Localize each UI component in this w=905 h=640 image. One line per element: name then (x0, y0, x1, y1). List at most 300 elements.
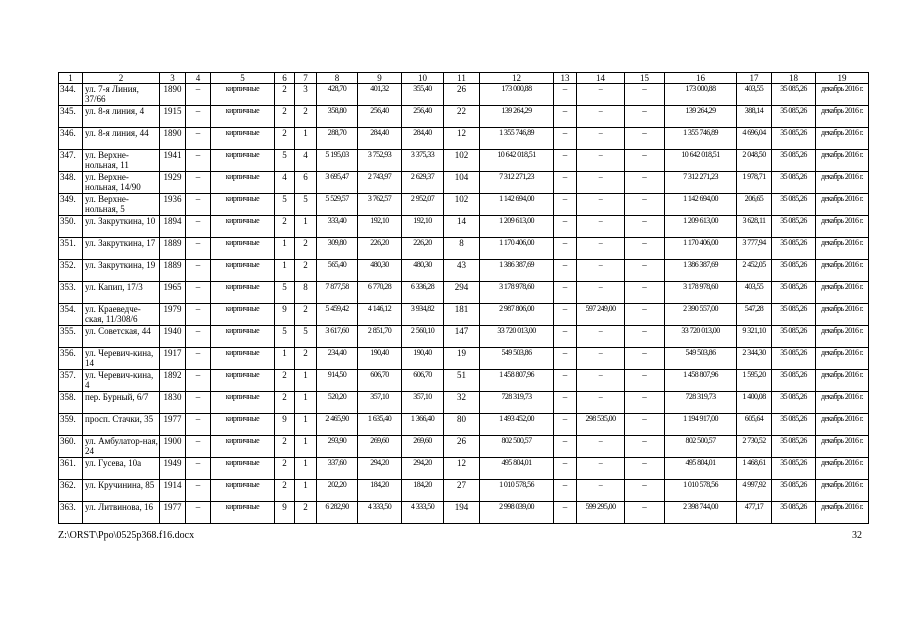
address-cell: ул. Амбулатор-ная, 24 (83, 436, 160, 458)
table-cell: 495 804,01 (480, 458, 554, 480)
table-cell: 1890 (160, 128, 186, 150)
table-row (59, 304, 869, 326)
table-cell: 26 (444, 84, 480, 106)
table-cell: 1 386 387,69 (480, 260, 554, 282)
table-cell: 4 333,50 (402, 502, 444, 524)
table-cell: 32 (444, 392, 480, 414)
table-cell: 4 (295, 150, 317, 172)
document-page (58, 72, 870, 541)
table-cell: 35 085,26 (772, 128, 816, 150)
table-cell: 35 085,26 (772, 392, 816, 414)
address-cell: ул. Гусева, 10а (83, 458, 160, 480)
table-cell: кирпичные (211, 260, 275, 282)
table-cell: 2 743,97 (358, 172, 402, 194)
table-cell: 2 (295, 348, 317, 370)
table-cell: 1977 (160, 502, 186, 524)
table-cell: 192,10 (402, 216, 444, 238)
table-cell: 1936 (160, 194, 186, 216)
table-cell: декабрь 2016 г. (816, 370, 869, 392)
table-cell: – (577, 326, 625, 348)
table-cell: 2 344,30 (737, 348, 772, 370)
table-cell: 6 (295, 172, 317, 194)
table-cell: декабрь 2016 г. (816, 502, 869, 524)
address-cell: ул. Верхне-нольная, 5 (83, 194, 160, 216)
table-cell: 351. (59, 238, 83, 260)
table-cell: – (577, 370, 625, 392)
table-cell: 1 (295, 458, 317, 480)
table-cell: – (186, 414, 211, 436)
table-cell: – (554, 260, 577, 282)
table-cell: 480,30 (358, 260, 402, 282)
table-cell: – (186, 304, 211, 326)
table-cell: 35 085,26 (772, 260, 816, 282)
table-cell: 293,90 (317, 436, 358, 458)
table-cell: – (577, 106, 625, 128)
table-cell: 1894 (160, 216, 186, 238)
table-cell: 2 390 557,00 (665, 304, 737, 326)
table-cell: 1 (295, 392, 317, 414)
address-cell: ул. Литвинова, 16 (83, 502, 160, 524)
table-cell: 520,20 (317, 392, 358, 414)
table-cell: кирпичные (211, 84, 275, 106)
table-cell: – (554, 370, 577, 392)
table-row (59, 436, 869, 458)
table-cell: кирпичные (211, 304, 275, 326)
table-cell: – (186, 106, 211, 128)
table-cell: 9 (275, 304, 295, 326)
table-cell: 2 398 744,00 (665, 502, 737, 524)
table-cell: – (554, 172, 577, 194)
table-cell: – (554, 194, 577, 216)
table-cell: – (554, 282, 577, 304)
table-cell: – (186, 282, 211, 304)
table-cell: 1 978,71 (737, 172, 772, 194)
table-cell: – (186, 238, 211, 260)
table-cell: кирпичные (211, 348, 275, 370)
column-header: 13 (554, 73, 577, 84)
table-cell: декабрь 2016 г. (816, 84, 869, 106)
table-cell: декабрь 2016 г. (816, 414, 869, 436)
table-cell: 547,28 (737, 304, 772, 326)
table-cell: 1 142 694,00 (480, 194, 554, 216)
table-cell: 2 (275, 84, 295, 106)
table-cell: 14 (444, 216, 480, 238)
table-cell: 2 (275, 106, 295, 128)
table-cell: 35 085,26 (772, 172, 816, 194)
table-cell: 1892 (160, 370, 186, 392)
table-cell: 35 085,26 (772, 150, 816, 172)
table-cell: – (625, 216, 665, 238)
table-cell: 3 178 978,60 (480, 282, 554, 304)
table-cell: 5 459,42 (317, 304, 358, 326)
table-cell: декабрь 2016 г. (816, 172, 869, 194)
table-cell: 2 560,10 (402, 326, 444, 348)
table-cell: 35 085,26 (772, 458, 816, 480)
table-cell: 12 (444, 128, 480, 150)
table-cell: 9 (275, 414, 295, 436)
table-cell: – (625, 458, 665, 480)
table-cell: 3 934,82 (402, 304, 444, 326)
table-row (59, 238, 869, 260)
table-cell: 1 142 694,00 (665, 194, 737, 216)
table-cell: – (554, 238, 577, 260)
table-cell: 1929 (160, 172, 186, 194)
table-cell: – (186, 392, 211, 414)
table-cell: декабрь 2016 г. (816, 282, 869, 304)
table-cell: 1 (275, 260, 295, 282)
table-cell: декабрь 2016 г. (816, 128, 869, 150)
table-cell: 35 085,26 (772, 502, 816, 524)
table-cell: 5 (275, 326, 295, 348)
table-cell: 1 (295, 128, 317, 150)
table-cell: – (577, 128, 625, 150)
table-cell: 102 (444, 194, 480, 216)
table-row (59, 128, 869, 150)
address-cell: ул. 8-я линия, 44 (83, 128, 160, 150)
table-cell: – (625, 436, 665, 458)
table-cell: – (625, 282, 665, 304)
table-cell: 1 493 452,00 (480, 414, 554, 436)
table-cell: 35 085,26 (772, 194, 816, 216)
table-cell: – (554, 84, 577, 106)
table-cell: 1 (295, 216, 317, 238)
table-cell: – (625, 260, 665, 282)
table-cell: 2 (275, 128, 295, 150)
column-header: 9 (358, 73, 402, 84)
table-cell: 914,50 (317, 370, 358, 392)
table-cell: декабрь 2016 г. (816, 326, 869, 348)
address-cell: ул. 7-я Линия, 37/66 (83, 84, 160, 106)
table-cell: 1914 (160, 480, 186, 502)
table-cell: 35 085,26 (772, 414, 816, 436)
address-cell: ул. Капип, 17/3 (83, 282, 160, 304)
table-cell: 139 264,29 (665, 106, 737, 128)
table-cell: 1965 (160, 282, 186, 304)
table-cell: 1 010 578,56 (480, 480, 554, 502)
table-cell: – (577, 260, 625, 282)
table-cell: 5 (275, 194, 295, 216)
table-cell: 35 085,26 (772, 304, 816, 326)
table-cell: 477,17 (737, 502, 772, 524)
table-cell: 2 (295, 106, 317, 128)
table-row (59, 348, 869, 370)
table-cell: – (625, 502, 665, 524)
table-cell: 5 (275, 282, 295, 304)
table-cell: 27 (444, 480, 480, 502)
table-cell: 10 642 018,51 (665, 150, 737, 172)
table-cell: 2 452,05 (737, 260, 772, 282)
table-cell: кирпичные (211, 106, 275, 128)
table-cell: 347. (59, 150, 83, 172)
table-cell: – (554, 150, 577, 172)
table-cell: 173 000,88 (480, 84, 554, 106)
table-cell: 3 695,47 (317, 172, 358, 194)
table-cell: 599 295,00 (577, 502, 625, 524)
table-cell: 1 (275, 348, 295, 370)
table-cell: 51 (444, 370, 480, 392)
table-cell: 284,40 (402, 128, 444, 150)
table-cell: 1 170 406,00 (480, 238, 554, 260)
table-cell: – (554, 480, 577, 502)
table-cell: 1889 (160, 238, 186, 260)
table-cell: 362. (59, 480, 83, 502)
table-row (59, 194, 869, 216)
table-cell: 5 (295, 194, 317, 216)
table-cell: кирпичные (211, 238, 275, 260)
table-cell: 1979 (160, 304, 186, 326)
page-number: 32 (852, 530, 862, 541)
table-cell: 349. (59, 194, 83, 216)
table-cell: 2 (275, 480, 295, 502)
table-cell: – (625, 304, 665, 326)
table-cell: 8 (295, 282, 317, 304)
table-cell: 337,60 (317, 458, 358, 480)
table-cell: 6 282,90 (317, 502, 358, 524)
table-cell: 284,40 (358, 128, 402, 150)
table-cell: – (577, 480, 625, 502)
table-cell: 360. (59, 436, 83, 458)
table-cell: декабрь 2016 г. (816, 194, 869, 216)
table-cell: 2 730,52 (737, 436, 772, 458)
table-cell: 35 085,26 (772, 480, 816, 502)
table-cell: 12 (444, 458, 480, 480)
table-cell: – (554, 348, 577, 370)
table-cell: 1 355 746,89 (480, 128, 554, 150)
table-cell: – (577, 216, 625, 238)
table-cell: – (554, 458, 577, 480)
table-cell: 7 312 271,23 (665, 172, 737, 194)
table-row (59, 216, 869, 238)
table-cell: кирпичные (211, 282, 275, 304)
table-cell: – (625, 370, 665, 392)
table-cell: – (625, 150, 665, 172)
table-cell: – (625, 238, 665, 260)
table-cell: 10 642 018,51 (480, 150, 554, 172)
table-cell: – (186, 458, 211, 480)
table-cell: – (625, 414, 665, 436)
table-cell: 35 085,26 (772, 282, 816, 304)
table-cell: 35 085,26 (772, 106, 816, 128)
table-row (59, 392, 869, 414)
table-cell: 1830 (160, 392, 186, 414)
table-cell: 2 (295, 238, 317, 260)
table-cell: 7 877,58 (317, 282, 358, 304)
table-row (59, 172, 869, 194)
table-cell: – (577, 282, 625, 304)
header-row (59, 73, 869, 84)
table-cell: – (625, 106, 665, 128)
table-cell: 147 (444, 326, 480, 348)
table-cell: – (577, 150, 625, 172)
table-cell: 480,30 (402, 260, 444, 282)
table-cell: 549 503,86 (480, 348, 554, 370)
table-cell: 139 264,29 (480, 106, 554, 128)
table-cell: 802 500,57 (665, 436, 737, 458)
table-cell: 1 635,40 (358, 414, 402, 436)
table-cell: 2 987 806,00 (480, 304, 554, 326)
table-cell: 565,40 (317, 260, 358, 282)
table-cell: – (186, 260, 211, 282)
table-cell: – (554, 216, 577, 238)
table-cell: 298 535,00 (577, 414, 625, 436)
table-cell: кирпичные (211, 392, 275, 414)
table-cell: 2 048,50 (737, 150, 772, 172)
table-cell: 348. (59, 172, 83, 194)
table-cell: 5 (295, 326, 317, 348)
table-cell: 357,10 (402, 392, 444, 414)
table-cell: декабрь 2016 г. (816, 106, 869, 128)
table-cell: 190,40 (402, 348, 444, 370)
table-cell: кирпичные (211, 414, 275, 436)
table-cell: 288,70 (317, 128, 358, 150)
table-cell: 256,40 (358, 106, 402, 128)
table-cell: – (577, 348, 625, 370)
table-cell: 1 (275, 238, 295, 260)
table-cell: 728 319,73 (665, 392, 737, 414)
address-cell: пер. Бурный, 6/7 (83, 392, 160, 414)
table-cell: 1 355 746,89 (665, 128, 737, 150)
table-cell: кирпичные (211, 326, 275, 348)
table-cell: 2 (275, 216, 295, 238)
table-cell: 1915 (160, 106, 186, 128)
table-cell: 403,55 (737, 84, 772, 106)
table-cell: – (625, 128, 665, 150)
table-cell: 1949 (160, 458, 186, 480)
table-cell: 256,40 (402, 106, 444, 128)
table-cell: 359. (59, 414, 83, 436)
table-cell: 1 386 387,69 (665, 260, 737, 282)
table-cell: 1 209 613,00 (665, 216, 737, 238)
table-cell: 190,40 (358, 348, 402, 370)
table-cell: 388,14 (737, 106, 772, 128)
table-cell: – (577, 194, 625, 216)
table-cell: – (186, 326, 211, 348)
table-cell: – (186, 150, 211, 172)
table-cell: 4 997,92 (737, 480, 772, 502)
table-cell: – (554, 128, 577, 150)
column-header: 11 (444, 73, 480, 84)
table-cell: 1917 (160, 348, 186, 370)
table-row (59, 502, 869, 524)
table-cell: 357,10 (358, 392, 402, 414)
table-cell: 202,20 (317, 480, 358, 502)
address-cell: ул. Закруткина, 10 (83, 216, 160, 238)
table-cell: 3 762,57 (358, 194, 402, 216)
table-cell: 206,65 (737, 194, 772, 216)
address-cell: просп. Стачки, 35 (83, 414, 160, 436)
table-cell: 605,64 (737, 414, 772, 436)
table-cell: 802 500,57 (480, 436, 554, 458)
table-cell: 33 720 013,00 (665, 326, 737, 348)
table-cell: декабрь 2016 г. (816, 304, 869, 326)
column-header: 3 (160, 73, 186, 84)
table-cell: кирпичные (211, 216, 275, 238)
table-cell: – (186, 194, 211, 216)
table-cell: 352. (59, 260, 83, 282)
table-cell: – (625, 348, 665, 370)
table-cell: 355,40 (402, 84, 444, 106)
table-cell: – (186, 216, 211, 238)
table-cell: 4 696,04 (737, 128, 772, 150)
address-cell: ул. Закруткина, 19 (83, 260, 160, 282)
table-cell: 35 085,26 (772, 326, 816, 348)
table-cell: 2 952,07 (402, 194, 444, 216)
table-cell: – (186, 172, 211, 194)
table-cell: 606,70 (358, 370, 402, 392)
column-header: 2 (83, 73, 160, 84)
table-cell: – (554, 326, 577, 348)
address-cell: ул. Черевич-кина, 4 (83, 370, 160, 392)
table-cell: 8 (444, 238, 480, 260)
table-cell: 9 321,10 (737, 326, 772, 348)
column-header: 7 (295, 73, 317, 84)
table-cell: 1 (295, 414, 317, 436)
table-cell: декабрь 2016 г. (816, 458, 869, 480)
table-cell: кирпичные (211, 436, 275, 458)
table-cell: 1 366,40 (402, 414, 444, 436)
table-cell: – (186, 436, 211, 458)
table-cell: – (625, 480, 665, 502)
table-cell: 5 195,03 (317, 150, 358, 172)
table-cell: – (554, 392, 577, 414)
table-cell: 728 319,73 (480, 392, 554, 414)
table-cell: – (577, 436, 625, 458)
table-cell: – (186, 502, 211, 524)
table-cell: – (577, 84, 625, 106)
address-cell: ул. Верхне-нольная, 11 (83, 150, 160, 172)
table-cell: 3 628,11 (737, 216, 772, 238)
table-cell: 3 (295, 84, 317, 106)
table-cell: – (577, 172, 625, 194)
table-cell: 2 (275, 436, 295, 458)
table-row (59, 150, 869, 172)
table-cell: 35 085,26 (772, 370, 816, 392)
table-cell: 1940 (160, 326, 186, 348)
table-cell: 1 400,08 (737, 392, 772, 414)
table-cell: 401,32 (358, 84, 402, 106)
table-cell: 1889 (160, 260, 186, 282)
table-cell: 2 (295, 304, 317, 326)
table-cell: 1900 (160, 436, 186, 458)
table-cell: 344. (59, 84, 83, 106)
table-row (59, 370, 869, 392)
table-cell: кирпичные (211, 370, 275, 392)
table-cell: 26 (444, 436, 480, 458)
table-cell: 80 (444, 414, 480, 436)
table-cell: – (577, 458, 625, 480)
column-header: 18 (772, 73, 816, 84)
table-cell: 269,60 (358, 436, 402, 458)
table-cell: 354. (59, 304, 83, 326)
table-cell: 361. (59, 458, 83, 480)
column-header: 6 (275, 73, 295, 84)
table-row (59, 458, 869, 480)
table-cell: кирпичные (211, 172, 275, 194)
table-cell: – (625, 326, 665, 348)
table-cell: 549 503,86 (665, 348, 737, 370)
table-cell: 1941 (160, 150, 186, 172)
table-cell: 428,70 (317, 84, 358, 106)
table-cell: декабрь 2016 г. (816, 238, 869, 260)
table-cell: 1 458 807,96 (665, 370, 737, 392)
table-cell: 1977 (160, 414, 186, 436)
table-cell: 192,10 (358, 216, 402, 238)
address-cell: ул. Закруткина, 17 (83, 238, 160, 260)
table-cell: 3 777,94 (737, 238, 772, 260)
table-cell: 35 085,26 (772, 84, 816, 106)
table-cell: 226,20 (358, 238, 402, 260)
column-header: 5 (211, 73, 275, 84)
